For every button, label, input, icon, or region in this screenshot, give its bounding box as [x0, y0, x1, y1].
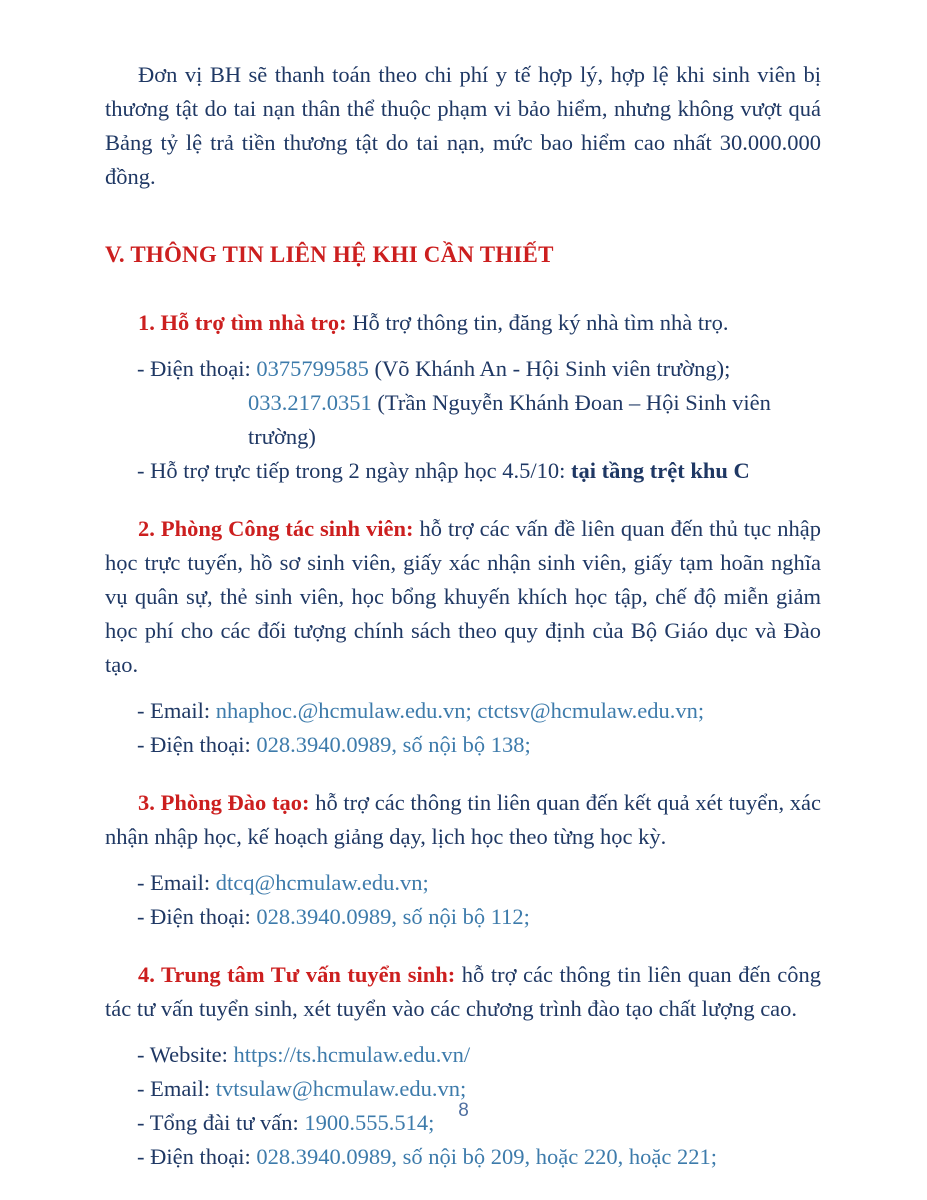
spacer: [105, 272, 821, 306]
contact-line-label: - Tổng đài tư vấn:: [137, 1110, 305, 1135]
section-description: hỗ trợ các thông tin liên quan đến kết quả xét tuyển, xác nhận nhập học, kế hoạch giảng dạy, lịch học theo từng học kỳ.: [105, 790, 821, 849]
spacer: [105, 488, 821, 512]
contact-link[interactable]: dtcq@hcmulaw.edu.vn;: [215, 870, 429, 895]
contact-line: [105, 386, 821, 454]
contact-line: [105, 1140, 821, 1174]
spacer: [105, 854, 821, 866]
contact-link[interactable]: tvtsulaw@hcmulaw.edu.vn;: [215, 1076, 467, 1101]
contact-line-label: - Điện thoại:: [137, 904, 257, 929]
contact-emphasis: tại tầng trệt khu C: [571, 458, 750, 483]
contact-line-label: - Điện thoại:: [137, 356, 257, 381]
spacer: [105, 1026, 821, 1038]
contact-line-label: - Hỗ trợ trực tiếp trong 2 ngày nhập học 4.5/10:: [137, 458, 572, 483]
section-label: 4. Trung tâm Tư vấn tuyển sinh:: [138, 962, 456, 987]
contact-line: [105, 454, 821, 488]
section-paragraph: [105, 512, 821, 682]
section-label: 3. Phòng Đào tạo:: [138, 790, 310, 815]
contact-line: [105, 1038, 821, 1072]
contact-link[interactable]: 0375799585: [256, 356, 369, 381]
contact-link[interactable]: https://ts.hcmulaw.edu.vn/: [233, 1042, 471, 1067]
contact-line-label: - Điện thoại:: [137, 1144, 257, 1169]
spacer: [105, 194, 821, 238]
page-number: 8: [458, 1100, 469, 1121]
contact-line-label: - Email:: [137, 1076, 216, 1101]
contact-link[interactable]: 033.217.0351: [248, 390, 372, 415]
contact-line-note: (Trần Nguyễn Khánh Đoan – Hội Sinh viên trường): [248, 390, 771, 449]
contact-line: [105, 866, 821, 900]
contact-line: [105, 352, 821, 386]
section-heading-v: V. THÔNG TIN LIÊN HỆ KHI CẦN THIẾT: [105, 242, 554, 267]
page-content: [105, 58, 821, 1174]
spacer: [105, 682, 821, 694]
contact-line: [105, 900, 821, 934]
section-paragraph: [105, 958, 821, 1026]
contact-link[interactable]: 1900.555.514;: [304, 1110, 435, 1135]
section-description: hỗ trợ các thông tin liên quan đến công tác tư vấn tuyển sinh, xét tuyển vào các chương trình đào tạo chất lượng cao.: [105, 962, 821, 1021]
spacer: [105, 762, 821, 786]
contact-line: [105, 694, 821, 728]
contact-link[interactable]: 028.3940.0989, số nội bộ 209, hoặc 220, hoặc 221;: [256, 1144, 717, 1169]
contact-line-label: - Email:: [137, 870, 216, 895]
spacer: [105, 934, 821, 958]
section-paragraph: [105, 786, 821, 854]
contact-line-label: - Điện thoại:: [137, 732, 257, 757]
section-label: 2. Phòng Công tác sinh viên:: [138, 516, 414, 541]
contact-line-label: - Website:: [137, 1042, 234, 1067]
section-label: 1. Hỗ trợ tìm nhà trọ:: [138, 310, 347, 335]
contact-sections: [105, 306, 821, 1174]
contact-line-label: - Email:: [137, 698, 216, 723]
section-description: Hỗ trợ thông tin, đăng ký nhà tìm nhà trọ.: [346, 310, 729, 335]
contact-link[interactable]: nhaphoc.@hcmulaw.edu.vn; ctctsv@hcmulaw.edu.vn;: [215, 698, 705, 723]
contact-link[interactable]: 028.3940.0989, số nội bộ 112;: [256, 904, 530, 929]
contact-line-note: (Võ Khánh An - Hội Sinh viên trường);: [368, 356, 731, 381]
section-description: hỗ trợ các vấn đề liên quan đến thủ tục nhập học trực tuyến, hồ sơ sinh viên, giấy xác nhận sinh viên, giấy tạm hoãn nghĩa vụ quân sự, thẻ sinh viên, học bổng khuyến khích học tập, chế độ miễn giảm học phí cho các đối tượng chính sách theo quy định của Bộ Giáo dục và Đào tạo.: [105, 516, 821, 677]
contact-link[interactable]: 028.3940.0989, số nội bộ 138;: [256, 732, 531, 757]
contact-line: [105, 728, 821, 762]
section-paragraph: [105, 306, 821, 340]
intro-paragraph: Đơn vị BH sẽ thanh toán theo chi phí y tế hợp lý, hợp lệ khi sinh viên bị thương tật do tai nạn thân thể thuộc phạm vi bảo hiểm, nhưng không vượt quá Bảng tỷ lệ trả tiền thương tật do tai nạn, mức bao hiểm cao nhất 30.000.000 đồng.: [105, 62, 821, 189]
spacer: [105, 340, 821, 352]
